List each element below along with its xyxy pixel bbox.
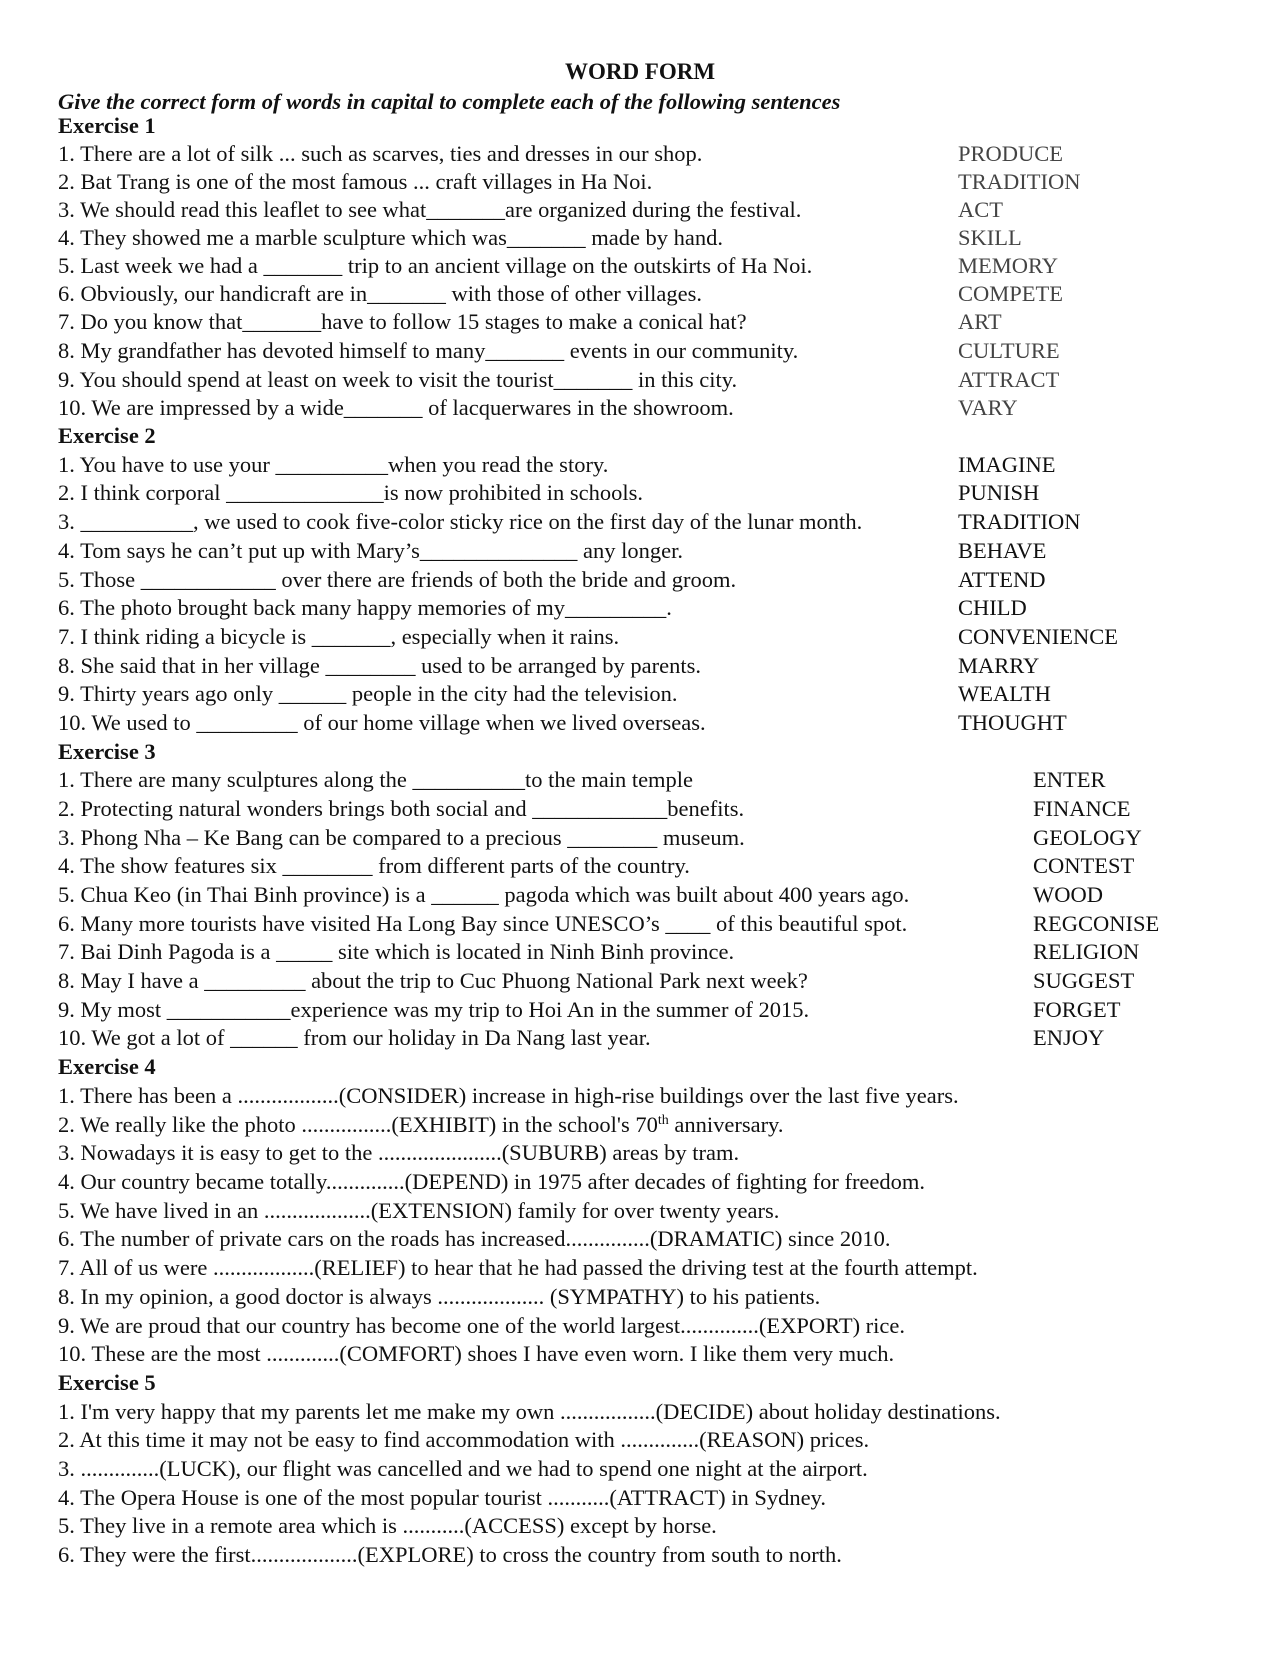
instruction: Give the correct form of words in capital to complete each of the following sentences <box>58 89 841 114</box>
capital-word: BEHAVE <box>958 538 1047 563</box>
capital-word: ART <box>958 309 1002 334</box>
sentence-text: 2. We really like the photo ................(EXHIBIT) in the school's 70 <box>58 1112 658 1137</box>
capital-word: COMPETE <box>958 281 1064 306</box>
exercise-sentence: 7. Do you know that_______have to follow 15 stages to make a conical hat? <box>58 309 747 334</box>
exercise-heading: Exercise 3 <box>58 739 156 764</box>
capital-word: MARRY <box>958 653 1040 678</box>
exercise-sentence: 10. We used to _________ of our home village when we lived overseas. <box>58 710 706 735</box>
capital-word: RELIGION <box>1033 939 1140 964</box>
exercise-sentence: 9. You should spend at least on week to visit the tourist_______ in this city. <box>58 367 738 392</box>
exercise-sentence: 3. Phong Nha – Ke Bang can be compared to a precious ________ museum. <box>58 825 745 850</box>
exercise-sentence: 5. They live in a remote area which is ...........(ACCESS) except by horse. <box>58 1513 717 1538</box>
exercise-sentence: 5. Chua Keo (in Thai Binh province) is a ______ pagoda which was built about 400 years ago. <box>58 882 910 907</box>
capital-word: THOUGHT <box>958 710 1067 735</box>
exercise-sentence: 5. Those ____________ over there are friends of both the bride and groom. <box>58 567 737 592</box>
exercise-sentence: 4. They showed me a marble sculpture which was_______ made by hand. <box>58 225 724 250</box>
capital-word: REGCONISE <box>1033 911 1160 936</box>
exercise-sentence: 7. I think riding a bicycle is _______, especially when it rains. <box>58 624 620 649</box>
exercise-sentence: 6. Many more tourists have visited Ha Long Bay since UNESCO’s ____ of this beautiful spot. <box>58 911 908 936</box>
capital-word: CHILD <box>958 595 1027 620</box>
exercise-sentence: 10. These are the most .............(COMFORT) shoes I have even worn. I like them very much. <box>58 1341 895 1366</box>
exercise-sentence: 10. We are impressed by a wide_______ of lacquerwares in the showroom. <box>58 395 734 420</box>
exercise-heading: Exercise 4 <box>58 1054 156 1079</box>
exercise-sentence: 4. Our country became totally..............(DEPEND) in 1975 after decades of fighting for freedom. <box>58 1169 926 1194</box>
exercise-sentence: 9. My most ___________experience was my trip to Hoi An in the summer of 2015. <box>58 997 810 1022</box>
capital-word: WEALTH <box>958 681 1051 706</box>
capital-word: CONTEST <box>1033 853 1135 878</box>
capital-word: IMAGINE <box>958 452 1056 477</box>
exercise-sentence: 7. All of us were ..................(RELIEF) to hear that he had passed the driving test at the fourth attempt. <box>58 1255 978 1280</box>
exercise-sentence: 8. May I have a _________ about the trip to Cuc Phuong National Park next week? <box>58 968 808 993</box>
exercise-heading: Exercise 2 <box>58 423 156 448</box>
exercise-sentence: 3. __________, we used to cook five-color sticky rice on the first day of the lunar month. <box>58 509 863 534</box>
capital-word: CONVENIENCE <box>958 624 1118 649</box>
capital-word: ATTEND <box>958 567 1046 592</box>
exercise-sentence: 9. We are proud that our country has become one of the world largest..............(EXPORT) rice. <box>58 1313 906 1338</box>
capital-word: ATTRACT <box>958 367 1060 392</box>
exercise-sentence: 2. Bat Trang is one of the most famous ... craft villages in Ha Noi. <box>58 169 653 194</box>
exercise-sentence: 4. The Opera House is one of the most popular tourist ...........(ATTRACT) in Sydney. <box>58 1485 827 1510</box>
capital-word: ENJOY <box>1033 1025 1105 1050</box>
capital-word: WOOD <box>1033 882 1103 907</box>
exercise-sentence: 8. In my opinion, a good doctor is always ................... (SYMPATHY) to his patients. <box>58 1284 821 1309</box>
exercise-sentence: 3. Nowadays it is easy to get to the ......................(SUBURB) areas by tram. <box>58 1140 740 1165</box>
exercise-sentence: 5. Last week we had a _______ trip to an ancient village on the outskirts of Ha Noi. <box>58 253 813 278</box>
exercise-sentence: 6. Obviously, our handicraft are in_______ with those of other villages. <box>58 281 703 306</box>
exercise-sentence: 1. There has been a ..................(CONSIDER) increase in high-rise buildings over the last five years. <box>58 1083 959 1108</box>
capital-word: VARY <box>958 395 1018 420</box>
capital-word: FINANCE <box>1033 796 1131 821</box>
exercise-sentence: 9. Thirty years ago only ______ people in the city had the television. <box>58 681 678 706</box>
exercise-sentence: 6. They were the first...................(EXPLORE) to cross the country from south to north. <box>58 1542 842 1567</box>
capital-word: TRADITION <box>958 509 1081 534</box>
exercise-sentence: 4. The show features six ________ from different parts of the country. <box>58 853 690 878</box>
capital-word: PRODUCE <box>958 141 1064 166</box>
exercise-sentence: 7. Bai Dinh Pagoda is a _____ site which is located in Ninh Binh province. <box>58 939 735 964</box>
exercise-sentence: 10. We got a lot of ______ from our holiday in Da Nang last year. <box>58 1025 651 1050</box>
page-title: WORD FORM <box>564 59 716 84</box>
capital-word: ENTER <box>1033 767 1106 792</box>
capital-word: PUNISH <box>958 480 1040 505</box>
exercise-sentence: 6. The photo brought back many happy memories of my_________. <box>58 595 672 620</box>
sentence-tail: anniversary. <box>668 1112 784 1137</box>
exercise-sentence: 3. We should read this leaflet to see what_______are organized during the festival. <box>58 197 802 222</box>
exercise-sentence: 4. Tom says he can’t put up with Mary’s______________ any longer. <box>58 538 684 563</box>
capital-word: GEOLOGY <box>1033 825 1142 850</box>
exercise-sentence: 1. You have to use your __________when you read the story. <box>58 452 609 477</box>
exercise-sentence: 3. ..............(LUCK), our flight was cancelled and we had to spend one night at the airport. <box>58 1456 868 1481</box>
exercise-sentence: 2. At this time it may not be easy to find accommodation with ..............(REASON) prices. <box>58 1427 870 1452</box>
exercise-sentence: 1. There are a lot of silk ... such as scarves, ties and dresses in our shop. <box>58 141 703 166</box>
capital-word: ACT <box>958 197 1003 222</box>
exercise-sentence: 5. We have lived in an ...................(EXTENSION) family for over twenty years. <box>58 1198 780 1223</box>
exercise-sentence: 1. There are many sculptures along the __________to the main temple <box>58 767 694 792</box>
exercise-heading: Exercise 5 <box>58 1370 156 1395</box>
exercise-sentence: 6. The number of private cars on the roads has increased...............(DRAMATIC) since 2010. <box>58 1226 891 1251</box>
exercise-sentence <box>58 1111 783 1139</box>
superscript: th <box>657 1113 669 1128</box>
capital-word: FORGET <box>1033 997 1121 1022</box>
exercise-sentence: 2. Protecting natural wonders brings both social and ____________benefits. <box>58 796 745 821</box>
capital-word: SUGGEST <box>1033 968 1135 993</box>
exercise-sentence: 8. My grandfather has devoted himself to many_______ events in our community. <box>58 338 799 363</box>
capital-word: MEMORY <box>958 253 1059 278</box>
exercise-sentence: 2. I think corporal ______________is now prohibited in schools. <box>58 480 643 505</box>
exercise-sentence: 8. She said that in her village ________ used to be arranged by parents. <box>58 653 701 678</box>
capital-word: CULTURE <box>958 338 1060 363</box>
exercise-heading: Exercise 1 <box>58 113 156 138</box>
exercise-sentence: 1. I'm very happy that my parents let me make my own .................(DECIDE) about holiday destinations. <box>58 1399 1001 1424</box>
capital-word: SKILL <box>958 225 1022 250</box>
capital-word: TRADITION <box>958 169 1081 194</box>
